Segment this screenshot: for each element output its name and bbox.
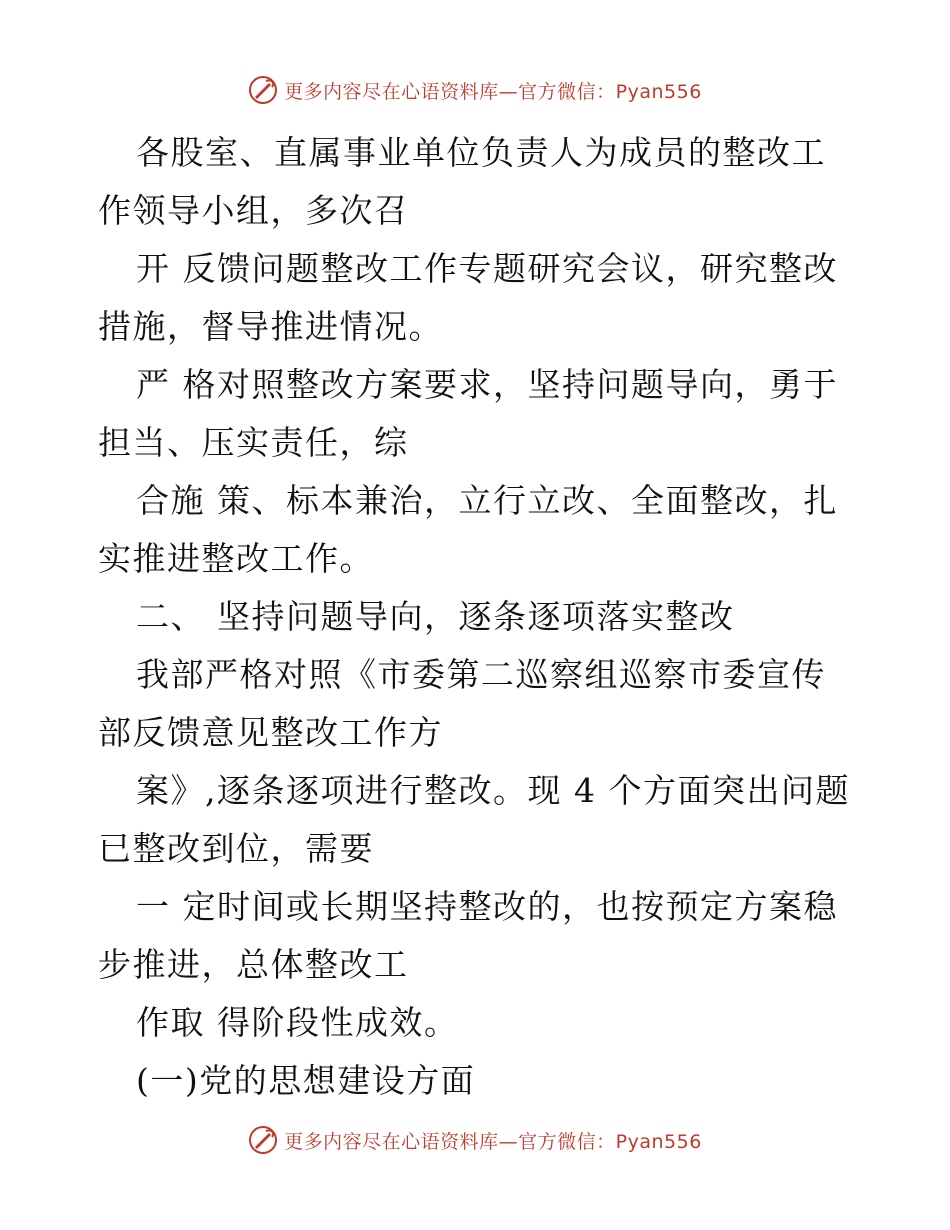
- paragraph-5: 我部严格对照《市委第二巡察组巡察市委宣传部反馈意见整改工作方: [98, 655, 826, 752]
- paragraph-7: 一 定时间或长期坚持整改的，也按预定方案稳步推进，总体整改工: [98, 887, 838, 984]
- quill-pen-logo-icon: [248, 75, 278, 105]
- section-heading-2: 二、 坚持问题导向，逐条逐项落实整改: [136, 597, 735, 636]
- banner-text: 更多内容尽在心语资料库—官方微信：Pyan556: [284, 80, 702, 103]
- paragraph-1: 各股室、直属事业单位负责人为成员的整改工作领导小组，多次召: [98, 133, 826, 230]
- quill-pen-logo-icon: [248, 1125, 278, 1155]
- paragraph-6: 案》,逐条逐项进行整改。现 4 个方面突出问题已整改到位，需要: [98, 771, 850, 868]
- header-watermark-banner: [0, 72, 950, 108]
- paragraph-4: 合施 策、标本兼治，立行立改、全面整改，扎实推进整改工作。: [98, 481, 838, 578]
- paragraph-3: 严 格对照整改方案要求，坚持问题导向，勇于担当、压实责任，综: [98, 365, 838, 462]
- subsection-heading-1: (一)党的思想建设方面: [136, 1061, 476, 1100]
- footer-watermark-banner: [0, 1122, 950, 1158]
- document-body: [98, 124, 858, 1110]
- paragraph-8: 作取 得阶段性成效。: [136, 1003, 459, 1042]
- banner-text: 更多内容尽在心语资料库—官方微信：Pyan556: [284, 1130, 702, 1153]
- paragraph-2: 开 反馈问题整改工作专题研究会议，研究整改措施，督导推进情况。: [98, 249, 838, 346]
